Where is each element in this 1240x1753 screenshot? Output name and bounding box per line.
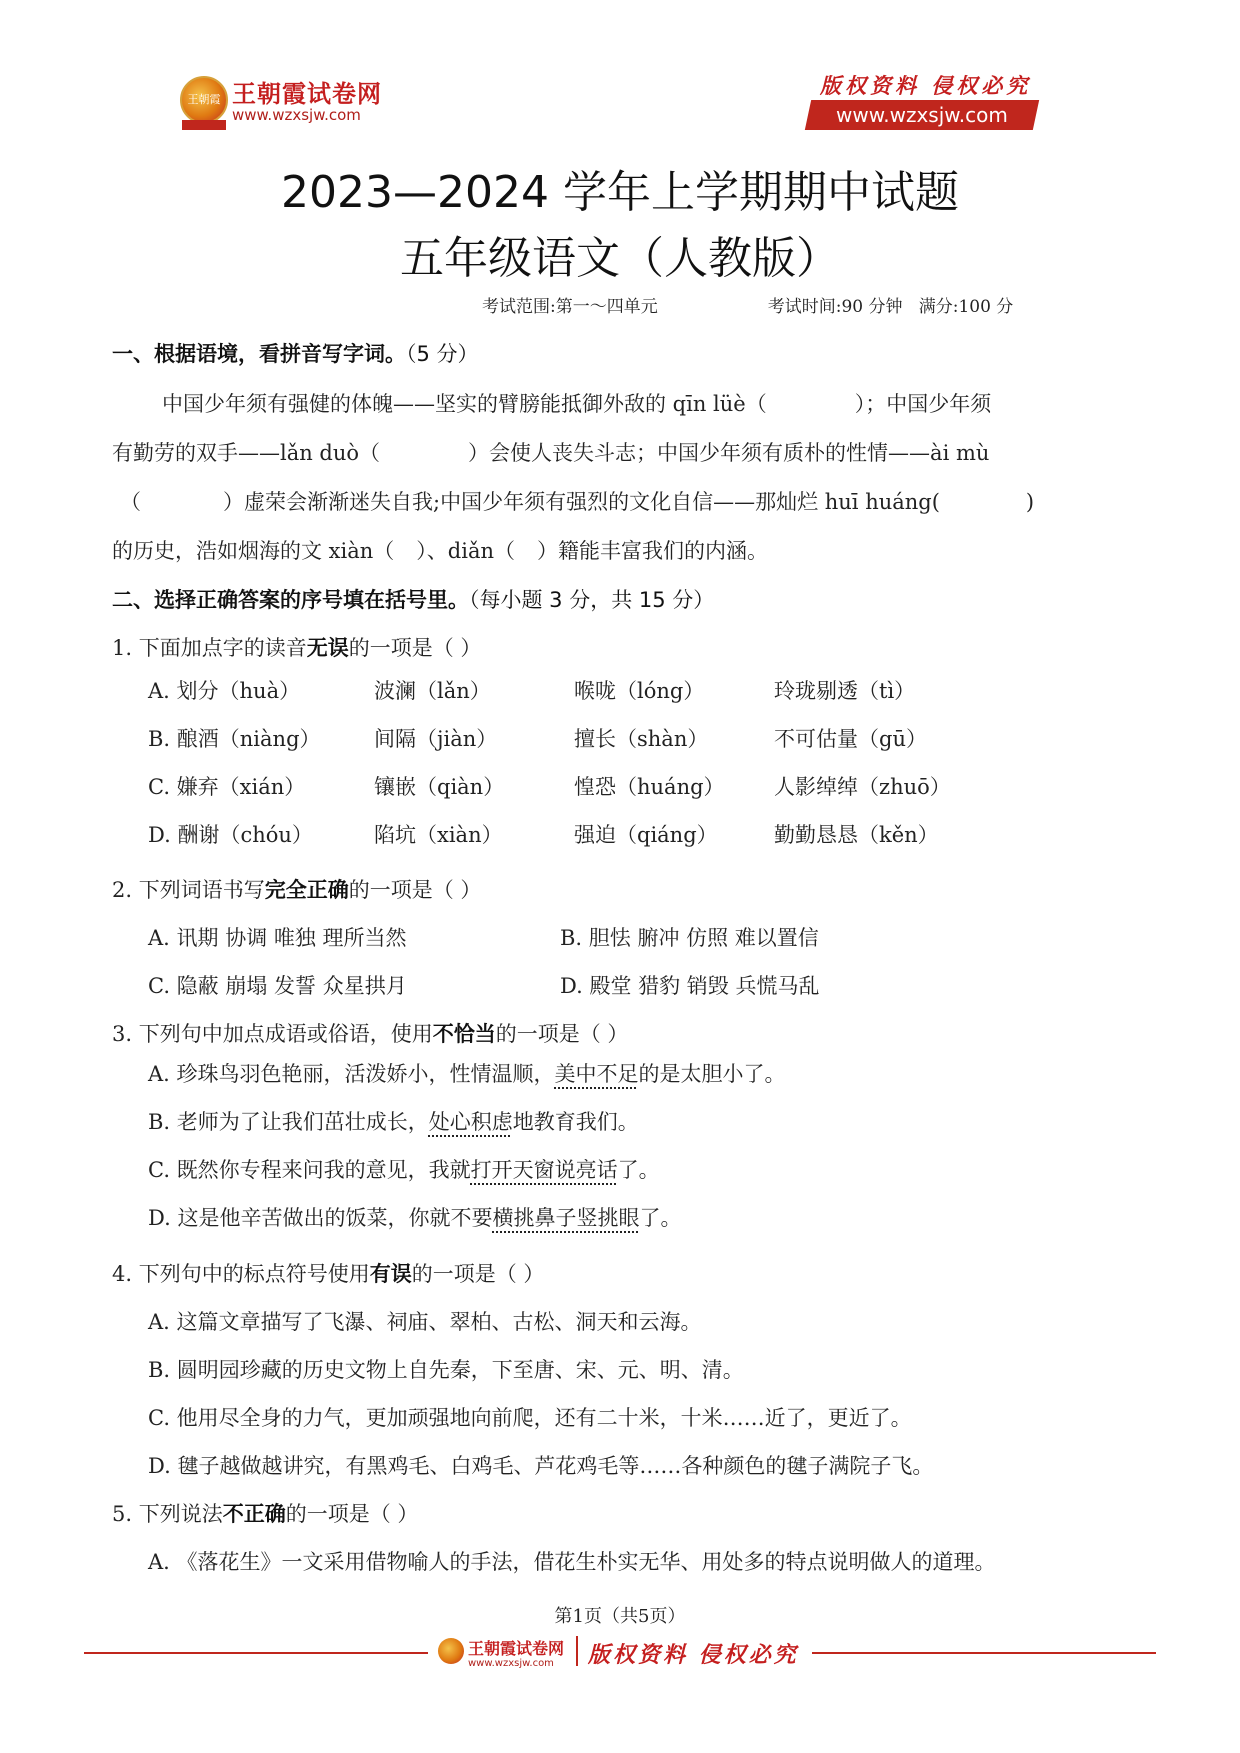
section-2-points: （每小题 3 分，共 15 分） [469, 588, 715, 612]
q2-option-c: C. 隐蔽 崩塌 发誓 众星拱月 [148, 974, 407, 998]
section-2-title: 二、选择正确答案的序号填在括号里。 [112, 588, 469, 612]
logo-name: 王朝霞试卷网 [232, 80, 382, 108]
q1-option-a-4: 玲珑剔透（tì） [774, 679, 916, 703]
exam-subtitle: 五年级语文（人教版） [400, 233, 840, 284]
q1-option-c-1: C. 嫌弃（xián） [148, 775, 306, 799]
logo-emblem-icon: 王朝霞 [180, 76, 228, 124]
exam-title: 2023—2024 学年上学期期中试题 [281, 167, 959, 218]
q1-option-c-4: 人影绰绰（zhuō） [774, 775, 951, 799]
q2-option-b: B. 胆怯 腑冲 仿照 难以置信 [560, 926, 819, 950]
q1-option-a-1: A. 划分（huà） [148, 679, 301, 703]
url-banner: www.wzxsjw.com [805, 100, 1039, 130]
section-1-title: 一、根据语境，看拼音写字词。 [112, 342, 406, 366]
question-3-stem: 3. 下列句中加点成语或俗语，使用不恰当的一项是（ ） [112, 1022, 629, 1046]
section-1-line-1: 中国少年须有强健的体魄——坚实的臂膀能抵御外敌的 qīn lüè（ ）；中国少年须 [162, 392, 992, 416]
q3-option-d: D. 这是他辛苦做出的饭菜，你就不要横挑鼻子竖挑眼了。 [148, 1206, 682, 1230]
q4-option-c: C. 他用尽全身的力气，更加顽强地向前爬，还有二十米，十米……近了，更近了。 [148, 1406, 912, 1430]
q5-option-a: A. 《落花生》一文采用借物喻人的手法，借花生朴实无华、用处多的特点说明做人的道理。 [148, 1550, 996, 1574]
exam-score: 满分:100 分 [918, 297, 1014, 317]
q3-option-b: B. 老师为了让我们茁壮成长，处心积虑地教育我们。 [148, 1110, 639, 1134]
footer-copyright: 版权资料 侵权必究 [588, 1642, 799, 1668]
section-1-line-3: （ ）虚荣会渐渐迷失自我;中国少年须有强烈的文化自信——那灿烂 huī huáng( ) [120, 490, 1035, 514]
footer-rule-right [812, 1652, 1156, 1654]
footer-logo-name: 王朝霞试卷网 [468, 1639, 565, 1658]
footer-rule-left [84, 1652, 428, 1654]
q2-option-d: D. 殿堂 猎豹 销毁 兵慌马乱 [560, 974, 820, 998]
q4-option-a: A. 这篇文章描写了飞瀑、祠庙、翠柏、古松、洞天和云海。 [148, 1310, 702, 1334]
q1-option-d-1: D. 酬谢（chóu） [148, 823, 313, 847]
section-1-heading [112, 338, 479, 368]
q3-option-c: C. 既然你专程来问我的意见，我就打开天窗说亮话了。 [148, 1158, 660, 1182]
question-2-stem: 2. 下列词语书写完全正确的一项是（ ） [112, 878, 482, 902]
footer-logo-emblem-icon [438, 1638, 464, 1664]
footer-separator [576, 1636, 578, 1666]
section-1-points: （5 分） [406, 342, 479, 366]
q1-option-c-2: 镶嵌（qiàn） [374, 775, 505, 799]
q4-option-b: B. 圆明园珍藏的历史文物上自先秦，下至唐、宋、元、明、清。 [148, 1358, 744, 1382]
logo-url: www.wzxsjw.com [232, 106, 361, 124]
q1-option-a-3: 喉咙（lóng） [574, 679, 705, 703]
section-1-line-4: 的历史，浩如烟海的文 xiàn（ ）、diǎn（ ）籍能丰富我们的内涵。 [112, 539, 768, 563]
q1-option-d-4: 勤勤恳恳（kěn） [774, 823, 939, 847]
exam-scope: 考试范围:第一～四单元 [482, 297, 658, 317]
page-number: 第1页（共5页） [554, 1606, 686, 1627]
q1-option-d-2: 陷坑（xiàn） [374, 823, 503, 847]
exam-info [482, 292, 1013, 317]
question-1-stem: 1. 下面加点字的读音无误的一项是（ ） [112, 636, 482, 660]
q3-option-a: A. 珍珠鸟羽色艳丽，活泼娇小，性情温顺，美中不足的是太胆小了。 [148, 1062, 786, 1086]
q1-option-c-3: 惶恐（huáng） [574, 775, 725, 799]
q1-option-b-2: 间隔（jiàn） [374, 727, 498, 751]
q1-option-b-3: 擅长（shàn） [574, 727, 709, 751]
footer-logo [438, 1636, 578, 1672]
question-5-stem: 5. 下列说法不正确的一项是（ ） [112, 1502, 419, 1526]
exam-time: 考试时间:90 分钟 [767, 297, 903, 317]
q1-option-b-4: 不可估量（gū） [774, 727, 927, 751]
section-2-heading [112, 584, 714, 614]
q1-option-d-3: 强迫（qiáng） [574, 823, 718, 847]
q2-option-a: A. 讯期 协调 唯独 理所当然 [148, 926, 407, 950]
copyright-notice: 版权资料 侵权必究 [820, 73, 1032, 98]
logo-ribbon [182, 120, 226, 130]
q1-option-b-1: B. 酿酒（niàng） [148, 727, 321, 751]
footer-logo-url: www.wzxsjw.com [468, 1658, 554, 1669]
site-logo [180, 72, 400, 134]
question-4-stem: 4. 下列句中的标点符号使用有误的一项是（ ） [112, 1262, 545, 1286]
q1-option-a-2: 波澜（lǎn） [374, 679, 491, 703]
section-1-line-2: 有勤劳的双手——lǎn duò（ ）会使人丧失斗志；中国少年须有质朴的性情——ài mù [112, 441, 990, 465]
q4-option-d: D. 毽子越做越讲究，有黑鸡毛、白鸡毛、芦花鸡毛等……各种颜色的毽子满院子飞。 [148, 1454, 934, 1478]
